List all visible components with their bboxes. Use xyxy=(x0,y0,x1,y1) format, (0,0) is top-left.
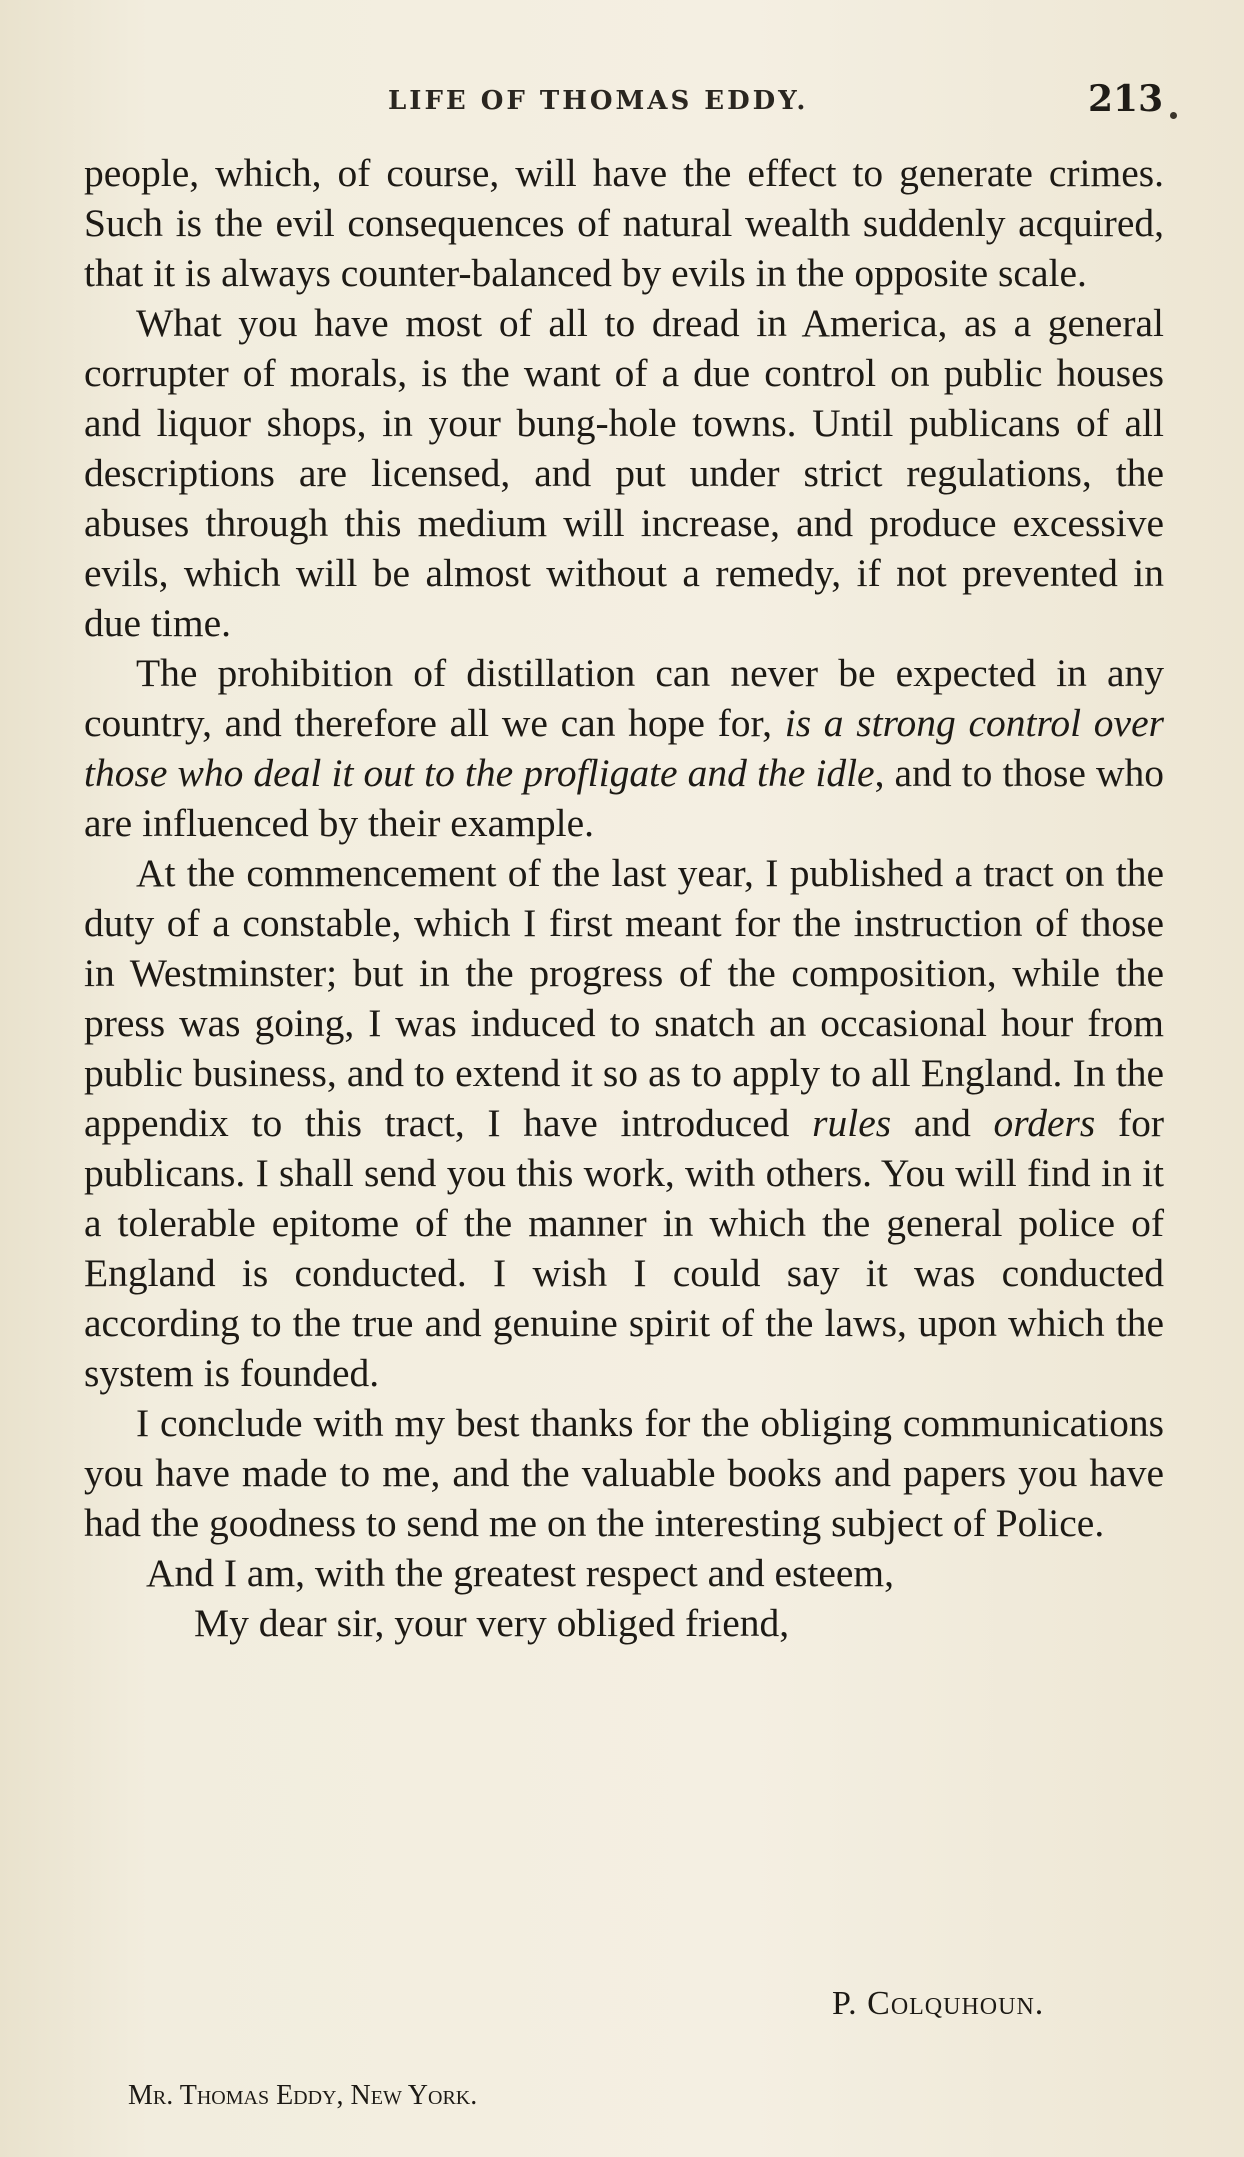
paragraph-3-text-end: , and to those who are influenced by their example. xyxy=(84,751,1164,845)
signature: P. Colquhoun. xyxy=(832,1985,1045,2022)
closing-line-1: And I am, with the greatest respect and esteem, xyxy=(146,1551,895,1595)
paragraph-4-text-a: At the commencement of the last year, I published a tract on the duty of a constable, which I first meant for the instruction of those in Westminster; but in the progress of the composition, while the press was going, I was induced to snatch an occasional hour from public business, and to extend it so as to apply to all England. In the appendix to this tract, I have introduced xyxy=(84,851,1164,1145)
paragraph-3-italic-phrase: is a strong control over those who deal it out to the profligate and the idle xyxy=(84,701,1164,795)
paragraph-4-text-c: for publicans. I shall send you this work, with others. You will find in it a tolerable epitome of the manner in which the general police of England is conducted. I wish I could say it was conducted according to the true and genuine spirit of the laws, upon which the system is founded. xyxy=(84,1101,1164,1395)
paragraph-2: What you have most of all to dread in America, as a general corrupter of morals, is the want of a due control on public houses and liquor shops, in your bung-hole towns. Until publicans of all descriptions are licensed, and put under strict regulations, the abuses through this medium will increase, and produce excessive evils, which will be almost without a remedy, if not prevented in due time. xyxy=(84,301,1164,645)
paragraph-5: I conclude with my best thanks for the obliging communications you have made to me, and the valuable books and papers you have had the goodness to send me on the interesting subject of Police. xyxy=(84,1401,1164,1545)
italic-rules: rules xyxy=(812,1101,892,1145)
page-number: 213 xyxy=(1088,78,1164,120)
paragraph-3 xyxy=(84,648,1164,848)
paragraph-4 xyxy=(84,848,1164,1398)
addressee: Mr. Thomas Eddy, New York. xyxy=(128,2080,478,2111)
page-header xyxy=(0,78,1244,138)
paragraph-3-text-start: The prohibition of distillation can never be expected in any country, and therefore all we can hope for, xyxy=(84,651,1164,745)
running-head: LIFE OF THOMAS EDDY. xyxy=(388,86,809,116)
paragraph-1: people, which, of course, will have the effect to generate crimes. Such is the evil consequences of natural wealth suddenly acquired, that it is always counter-balanced by evils in the opposite scale. xyxy=(84,151,1164,295)
closing-line-2: My dear sir, your very obliged friend, xyxy=(194,1601,790,1645)
paragraph-4-text-b: and xyxy=(891,1101,994,1145)
italic-orders: orders xyxy=(993,1101,1096,1145)
ink-speck xyxy=(1170,112,1177,119)
letter-body xyxy=(84,148,1164,1648)
